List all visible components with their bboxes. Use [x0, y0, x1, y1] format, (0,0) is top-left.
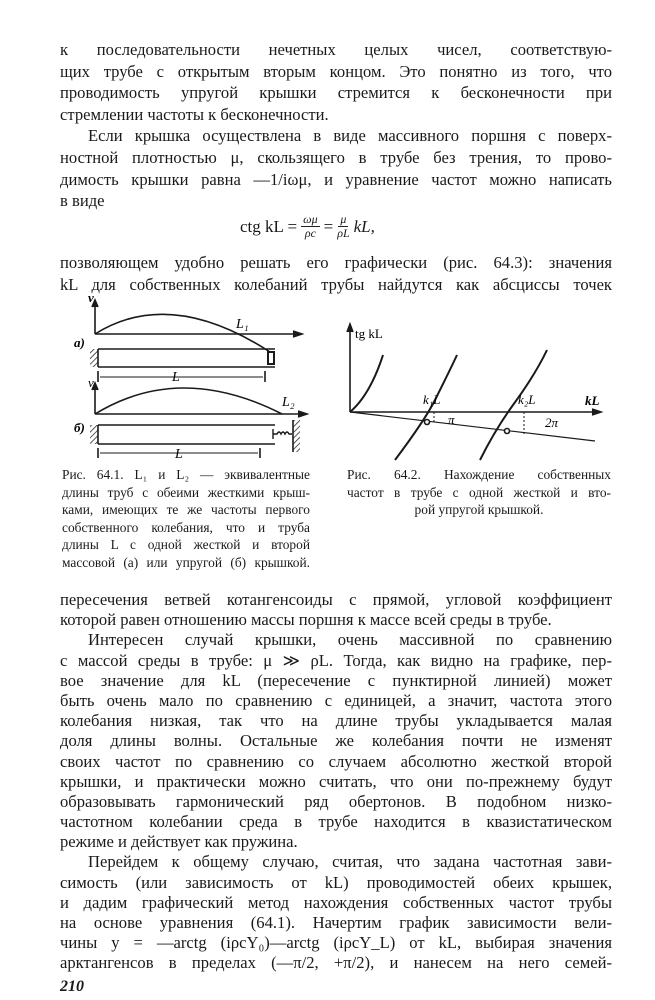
figure-2-caption: [347, 466, 611, 519]
text-line: которой равен отношению массы поршня к массе всей среды в трубе.: [60, 610, 552, 630]
curve-label-l2: L₂: [282, 395, 295, 410]
text-line: и дадим графический метод нахождения собственных частот трубы: [60, 892, 612, 912]
fraction: [301, 213, 320, 240]
label-a: а): [74, 335, 85, 350]
text-line: доля длины волны. Остальные же колебания почти не изменят: [60, 731, 612, 751]
text-line: симость (или зависимость от kL) проводимостей обеих крышек,: [60, 872, 612, 892]
fraction: [337, 213, 349, 240]
text-line: ностной плотностью μ, скользящего в трубе без трения, то прово-: [60, 147, 612, 167]
text-line: с массой среды в трубе: μ ≫ ρL. Тогда, как видно на графике, пер-: [60, 650, 612, 670]
k2-label: k₂L: [518, 392, 536, 407]
cot-branch-2: [395, 355, 457, 460]
curve-label-l1: L₁: [236, 317, 249, 332]
figure-64-1: [60, 292, 320, 464]
text-line: образовывать гармонический ряд обертонов. В подобном низко-: [60, 791, 612, 811]
straight-line: [350, 412, 595, 441]
text-line: проводимость упругой крышки стремится к бесконечности при: [60, 83, 612, 103]
caption-line: ками, имеющих те же частоты первого: [62, 502, 310, 518]
text-line: kL для собственных колебаний трубы найдутся как абсциссы точек: [60, 274, 612, 294]
figure-64-2: [335, 320, 610, 462]
figure-1-caption: [62, 466, 310, 572]
caption-line: Рис. 64.2. Нахождение собственных: [347, 467, 611, 482]
text-line: в виде: [60, 191, 105, 211]
caption-line: длины L с одной жесткой и второй: [62, 537, 310, 553]
caption-line: собственного колебания, что и труба: [62, 519, 310, 535]
page-number: 210: [60, 978, 84, 995]
axis-v-b-label: v: [88, 375, 94, 390]
text-line: пересечения ветвей котангенсоиды с прямой, угловой коэффициент: [60, 590, 612, 609]
equals: =: [323, 216, 334, 236]
caption-line: частот в трубе с одной жесткой и вто-: [347, 484, 611, 500]
wave-curve-b: [95, 388, 282, 414]
caption-line: Рис. 64.1. L₁ и L₂ — эквивалентные: [62, 467, 310, 482]
paragraph-3: [60, 252, 612, 295]
text-line: димость крышки равна —1/iωμ, и уравнение частот можно написать: [60, 169, 612, 189]
paragraph-4-6: [60, 590, 612, 974]
cot-branch-1: [350, 355, 383, 412]
x-axis-label: kL: [585, 393, 600, 408]
denominator: ρc: [304, 226, 316, 240]
k1-label: k₁L: [423, 392, 441, 407]
text-line: частотном колебании среда в трубе находится в квазистатическом: [60, 812, 612, 832]
text-line: чины y = —arctg (iρcY₀)—arctg (iρcY_L) от kL, выбирая значения: [60, 933, 612, 953]
length-label-a: L: [172, 370, 180, 385]
axis-v-a-label: v: [88, 292, 94, 305]
two-pi-label: 2π: [545, 415, 559, 430]
formula-lhs: ctg kL =: [240, 216, 298, 236]
mass-lid: [268, 352, 274, 364]
text-line: колебания низкая, так что на длине трубы укладывается малая: [60, 711, 612, 731]
text-line: на основе уравнения (64.1). Начертим график зависимости вели-: [60, 913, 612, 932]
formula-rhs: kL,: [353, 216, 375, 236]
text-line: Если крышка осуществлена в виде массивного поршня с поверх-: [88, 126, 612, 146]
caption-line: длины труб с обеими жесткими крыш-: [62, 484, 310, 500]
numerator: ωμ: [303, 212, 318, 226]
pi-label: π: [448, 412, 455, 427]
text-line: быть очень мало по сравнению с единицей, а значит, частота этого: [60, 690, 612, 710]
text-line: Интересен случай крышки, очень массивной по сравнению: [88, 630, 612, 650]
label-b: б): [74, 420, 85, 435]
cot-branch-3: [480, 350, 547, 460]
text-line: режиме и действует как пружина.: [60, 832, 298, 852]
text-line: позволяющем удобно решать его графически (рис. 64.3): значения: [60, 253, 612, 272]
text-line: стремлении частоты к бесконечности.: [60, 104, 329, 124]
text-line: Перейдем к общему случаю, считая, что задана частотная зави-: [88, 852, 612, 872]
text-line: своих частот по сравнению со случаем абсолютно жесткой второй: [60, 751, 612, 771]
text-line: арктангенсов в пределах (—π/2, +π/2), и нанесем на него семей-: [60, 953, 612, 973]
text-line: вое значение для kL (пересечение с пунктирной линией) может: [60, 670, 612, 690]
paragraph-1: [60, 39, 612, 212]
caption-line: массовой (а) или упругой (б) крышкой.: [62, 554, 310, 570]
text-line: к последовательности нечетных целых чисел, соответствую-: [60, 40, 612, 59]
y-axis-label: tg kL: [355, 326, 383, 341]
spring: [273, 429, 292, 439]
text-line: крышки, и практически можно считать, что они по-прежнему будут: [60, 771, 612, 791]
numerator: μ: [340, 212, 347, 226]
caption-line: рой упругой крышкой.: [414, 502, 544, 518]
text-line: щих трубе с открытым вторым концом. Это понятно из того, что: [60, 61, 612, 81]
denominator: ρL: [337, 226, 350, 240]
length-label-b: L: [175, 447, 183, 462]
equation: [240, 213, 375, 240]
